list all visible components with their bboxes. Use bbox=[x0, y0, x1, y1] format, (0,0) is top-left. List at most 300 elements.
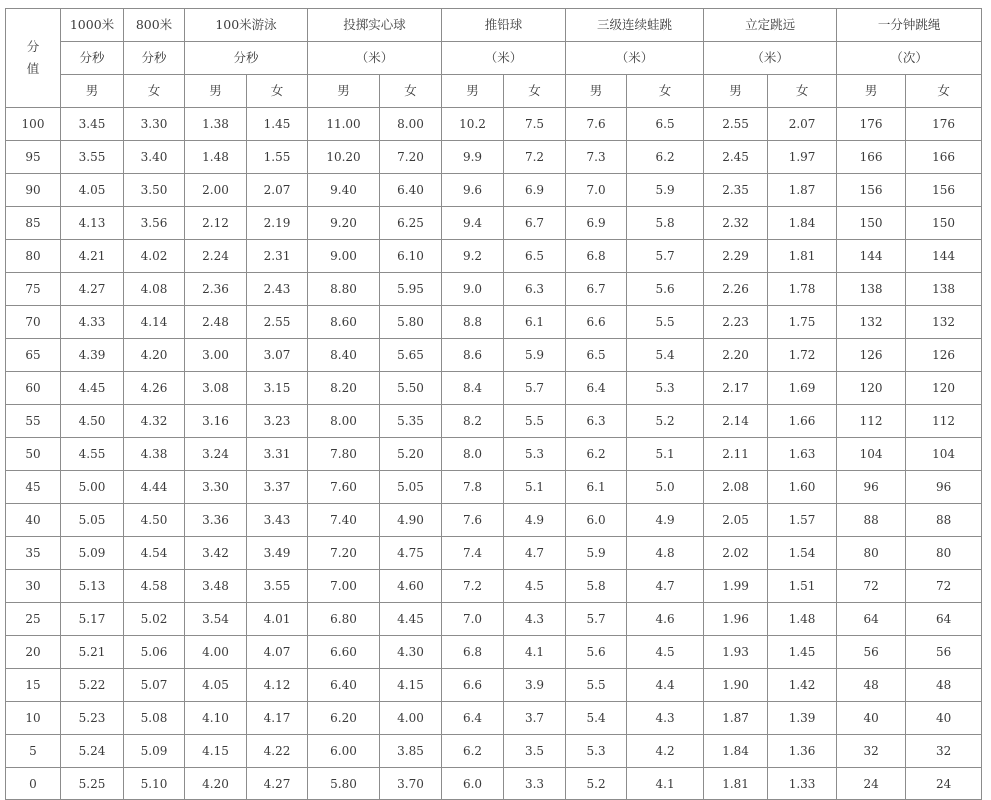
value-cell: 6.8 bbox=[442, 636, 504, 669]
value-cell: 2.08 bbox=[704, 471, 768, 504]
event-header-standing-long-jump: 立定跳远 bbox=[704, 9, 837, 42]
value-cell: 2.55 bbox=[247, 306, 308, 339]
value-cell: 6.5 bbox=[504, 240, 566, 273]
value-cell: 8.0 bbox=[442, 438, 504, 471]
value-cell: 3.5 bbox=[504, 735, 566, 768]
value-cell: 4.02 bbox=[124, 240, 185, 273]
value-cell: 4.90 bbox=[380, 504, 442, 537]
value-cell: 156 bbox=[837, 174, 906, 207]
value-cell: 1.48 bbox=[185, 141, 247, 174]
value-cell: 2.02 bbox=[704, 537, 768, 570]
value-cell: 5.7 bbox=[504, 372, 566, 405]
value-cell: 48 bbox=[906, 669, 982, 702]
score-label-top: 分 bbox=[26, 38, 40, 54]
value-cell: 3.55 bbox=[247, 570, 308, 603]
value-cell: 2.45 bbox=[704, 141, 768, 174]
value-cell: 104 bbox=[837, 438, 906, 471]
value-cell: 6.6 bbox=[566, 306, 627, 339]
gender-header-cell: 女 bbox=[768, 75, 837, 108]
value-cell: 3.36 bbox=[185, 504, 247, 537]
value-cell: 6.40 bbox=[380, 174, 442, 207]
value-cell: 5.3 bbox=[566, 735, 627, 768]
value-cell: 3.48 bbox=[185, 570, 247, 603]
value-cell: 10.20 bbox=[308, 141, 380, 174]
value-cell: 6.4 bbox=[566, 372, 627, 405]
value-cell: 4.33 bbox=[61, 306, 124, 339]
unit-header-medicine-ball: （米） bbox=[308, 42, 442, 75]
value-cell: 2.12 bbox=[185, 207, 247, 240]
value-cell: 1.72 bbox=[768, 339, 837, 372]
value-cell: 1.38 bbox=[185, 108, 247, 141]
value-cell: 72 bbox=[837, 570, 906, 603]
value-cell: 1.54 bbox=[768, 537, 837, 570]
value-cell: 7.0 bbox=[442, 603, 504, 636]
value-cell: 8.6 bbox=[442, 339, 504, 372]
value-cell: 166 bbox=[906, 141, 982, 174]
value-cell: 1.60 bbox=[768, 471, 837, 504]
value-cell: 6.5 bbox=[627, 108, 704, 141]
value-cell: 5.9 bbox=[504, 339, 566, 372]
value-cell: 7.3 bbox=[566, 141, 627, 174]
value-cell: 6.8 bbox=[566, 240, 627, 273]
value-cell: 4.54 bbox=[124, 537, 185, 570]
value-cell: 80 bbox=[837, 537, 906, 570]
value-cell: 5.4 bbox=[627, 339, 704, 372]
value-cell: 2.05 bbox=[704, 504, 768, 537]
value-cell: 6.6 bbox=[442, 669, 504, 702]
value-cell: 1.87 bbox=[704, 702, 768, 735]
value-cell: 4.08 bbox=[124, 273, 185, 306]
value-cell: 3.85 bbox=[380, 735, 442, 768]
score-cell: 10 bbox=[6, 702, 61, 735]
value-cell: 2.26 bbox=[704, 273, 768, 306]
value-cell: 32 bbox=[906, 735, 982, 768]
score-cell: 5 bbox=[6, 735, 61, 768]
value-cell: 5.5 bbox=[504, 405, 566, 438]
value-cell: 1.45 bbox=[247, 108, 308, 141]
value-cell: 48 bbox=[837, 669, 906, 702]
value-cell: 2.07 bbox=[768, 108, 837, 141]
value-cell: 4.58 bbox=[124, 570, 185, 603]
value-cell: 5.9 bbox=[627, 174, 704, 207]
value-cell: 7.5 bbox=[504, 108, 566, 141]
value-cell: 6.5 bbox=[566, 339, 627, 372]
value-cell: 7.6 bbox=[566, 108, 627, 141]
value-cell: 9.0 bbox=[442, 273, 504, 306]
value-cell: 4.8 bbox=[627, 537, 704, 570]
value-cell: 6.80 bbox=[308, 603, 380, 636]
value-cell: 2.23 bbox=[704, 306, 768, 339]
value-cell: 4.15 bbox=[185, 735, 247, 768]
value-cell: 5.80 bbox=[308, 768, 380, 800]
value-cell: 4.05 bbox=[61, 174, 124, 207]
value-cell: 132 bbox=[837, 306, 906, 339]
gender-header-cell: 男 bbox=[837, 75, 906, 108]
value-cell: 2.07 bbox=[247, 174, 308, 207]
value-cell: 2.35 bbox=[704, 174, 768, 207]
value-cell: 3.54 bbox=[185, 603, 247, 636]
value-cell: 3.56 bbox=[124, 207, 185, 240]
value-cell: 5.20 bbox=[380, 438, 442, 471]
value-cell: 4.3 bbox=[504, 603, 566, 636]
score-cell: 90 bbox=[6, 174, 61, 207]
value-cell: 4.05 bbox=[185, 669, 247, 702]
gender-header-cell: 男 bbox=[704, 75, 768, 108]
value-cell: 150 bbox=[837, 207, 906, 240]
event-header-shot-put: 推铅球 bbox=[442, 9, 566, 42]
value-cell: 6.20 bbox=[308, 702, 380, 735]
value-cell: 3.70 bbox=[380, 768, 442, 800]
value-cell: 3.7 bbox=[504, 702, 566, 735]
value-cell: 156 bbox=[906, 174, 982, 207]
gender-header-cell: 男 bbox=[308, 75, 380, 108]
value-cell: 40 bbox=[906, 702, 982, 735]
value-cell: 3.45 bbox=[61, 108, 124, 141]
value-cell: 4.20 bbox=[124, 339, 185, 372]
table-row bbox=[6, 603, 982, 636]
score-cell: 45 bbox=[6, 471, 61, 504]
value-cell: 6.4 bbox=[442, 702, 504, 735]
value-cell: 5.09 bbox=[124, 735, 185, 768]
value-cell: 120 bbox=[906, 372, 982, 405]
value-cell: 6.2 bbox=[627, 141, 704, 174]
value-cell: 4.6 bbox=[627, 603, 704, 636]
score-cell: 85 bbox=[6, 207, 61, 240]
value-cell: 72 bbox=[906, 570, 982, 603]
value-cell: 4.27 bbox=[247, 768, 308, 800]
value-cell: 4.7 bbox=[504, 537, 566, 570]
score-cell: 25 bbox=[6, 603, 61, 636]
value-cell: 3.31 bbox=[247, 438, 308, 471]
value-cell: 9.6 bbox=[442, 174, 504, 207]
unit-header-800m: 分秒 bbox=[124, 42, 185, 75]
value-cell: 4.01 bbox=[247, 603, 308, 636]
score-cell: 55 bbox=[6, 405, 61, 438]
value-cell: 4.44 bbox=[124, 471, 185, 504]
value-cell: 3.30 bbox=[185, 471, 247, 504]
value-cell: 2.24 bbox=[185, 240, 247, 273]
value-cell: 112 bbox=[837, 405, 906, 438]
table-row bbox=[6, 702, 982, 735]
value-cell: 3.55 bbox=[61, 141, 124, 174]
value-cell: 10.2 bbox=[442, 108, 504, 141]
score-table bbox=[5, 8, 982, 800]
value-cell: 56 bbox=[906, 636, 982, 669]
value-cell: 2.00 bbox=[185, 174, 247, 207]
value-cell: 1.75 bbox=[768, 306, 837, 339]
value-cell: 6.9 bbox=[566, 207, 627, 240]
event-header-medicine-ball: 投掷实心球 bbox=[308, 9, 442, 42]
value-cell: 4.45 bbox=[380, 603, 442, 636]
value-cell: 7.8 bbox=[442, 471, 504, 504]
table-row bbox=[6, 570, 982, 603]
value-cell: 4.7 bbox=[627, 570, 704, 603]
value-cell: 8.4 bbox=[442, 372, 504, 405]
value-cell: 96 bbox=[906, 471, 982, 504]
value-cell: 5.65 bbox=[380, 339, 442, 372]
value-cell: 2.20 bbox=[704, 339, 768, 372]
value-cell: 1.39 bbox=[768, 702, 837, 735]
value-cell: 4.10 bbox=[185, 702, 247, 735]
value-cell: 5.35 bbox=[380, 405, 442, 438]
value-cell: 64 bbox=[837, 603, 906, 636]
value-cell: 5.08 bbox=[124, 702, 185, 735]
value-cell: 24 bbox=[906, 768, 982, 800]
table-row bbox=[6, 174, 982, 207]
value-cell: 56 bbox=[837, 636, 906, 669]
score-cell: 20 bbox=[6, 636, 61, 669]
value-cell: 6.1 bbox=[566, 471, 627, 504]
value-cell: 5.09 bbox=[61, 537, 124, 570]
value-cell: 3.08 bbox=[185, 372, 247, 405]
gender-header-cell: 女 bbox=[627, 75, 704, 108]
value-cell: 3.49 bbox=[247, 537, 308, 570]
value-cell: 9.4 bbox=[442, 207, 504, 240]
value-cell: 4.21 bbox=[61, 240, 124, 273]
gender-header-cell: 女 bbox=[247, 75, 308, 108]
gender-header-cell: 男 bbox=[566, 75, 627, 108]
value-cell: 4.60 bbox=[380, 570, 442, 603]
unit-header-rope-skipping: （次） bbox=[837, 42, 982, 75]
value-cell: 4.15 bbox=[380, 669, 442, 702]
value-cell: 8.00 bbox=[308, 405, 380, 438]
value-cell: 3.37 bbox=[247, 471, 308, 504]
header-row-gender bbox=[6, 75, 982, 108]
value-cell: 120 bbox=[837, 372, 906, 405]
value-cell: 7.40 bbox=[308, 504, 380, 537]
value-cell: 1.45 bbox=[768, 636, 837, 669]
value-cell: 5.5 bbox=[566, 669, 627, 702]
gender-header-cell: 男 bbox=[185, 75, 247, 108]
value-cell: 3.50 bbox=[124, 174, 185, 207]
value-cell: 6.3 bbox=[504, 273, 566, 306]
value-cell: 132 bbox=[906, 306, 982, 339]
value-cell: 5.00 bbox=[61, 471, 124, 504]
value-cell: 3.00 bbox=[185, 339, 247, 372]
value-cell: 138 bbox=[906, 273, 982, 306]
value-cell: 3.42 bbox=[185, 537, 247, 570]
event-header-triple-frog-jump: 三级连续蛙跳 bbox=[566, 9, 704, 42]
value-cell: 1.66 bbox=[768, 405, 837, 438]
value-cell: 8.20 bbox=[308, 372, 380, 405]
value-cell: 6.1 bbox=[504, 306, 566, 339]
value-cell: 3.43 bbox=[247, 504, 308, 537]
value-cell: 6.0 bbox=[442, 768, 504, 800]
value-cell: 40 bbox=[837, 702, 906, 735]
value-cell: 4.22 bbox=[247, 735, 308, 768]
score-cell: 100 bbox=[6, 108, 61, 141]
table-row bbox=[6, 372, 982, 405]
value-cell: 6.60 bbox=[308, 636, 380, 669]
score-cell: 60 bbox=[6, 372, 61, 405]
value-cell: 6.40 bbox=[308, 669, 380, 702]
value-cell: 104 bbox=[906, 438, 982, 471]
value-cell: 7.2 bbox=[504, 141, 566, 174]
value-cell: 4.14 bbox=[124, 306, 185, 339]
value-cell: 5.6 bbox=[566, 636, 627, 669]
value-cell: 166 bbox=[837, 141, 906, 174]
table-row bbox=[6, 207, 982, 240]
value-cell: 2.29 bbox=[704, 240, 768, 273]
value-cell: 4.32 bbox=[124, 405, 185, 438]
value-cell: 1.48 bbox=[768, 603, 837, 636]
value-cell: 6.2 bbox=[566, 438, 627, 471]
value-cell: 5.05 bbox=[380, 471, 442, 504]
value-cell: 5.2 bbox=[627, 405, 704, 438]
value-cell: 7.20 bbox=[308, 537, 380, 570]
value-cell: 2.43 bbox=[247, 273, 308, 306]
unit-header-100m-swim: 分秒 bbox=[185, 42, 308, 75]
value-cell: 9.00 bbox=[308, 240, 380, 273]
value-cell: 2.48 bbox=[185, 306, 247, 339]
value-cell: 5.05 bbox=[61, 504, 124, 537]
score-cell: 80 bbox=[6, 240, 61, 273]
value-cell: 1.84 bbox=[768, 207, 837, 240]
value-cell: 9.9 bbox=[442, 141, 504, 174]
score-cell: 75 bbox=[6, 273, 61, 306]
value-cell: 4.1 bbox=[504, 636, 566, 669]
value-cell: 6.00 bbox=[308, 735, 380, 768]
value-cell: 3.07 bbox=[247, 339, 308, 372]
value-cell: 5.8 bbox=[627, 207, 704, 240]
score-column-header bbox=[6, 9, 61, 108]
value-cell: 5.9 bbox=[566, 537, 627, 570]
score-cell: 15 bbox=[6, 669, 61, 702]
value-cell: 5.22 bbox=[61, 669, 124, 702]
value-cell: 3.16 bbox=[185, 405, 247, 438]
value-cell: 5.23 bbox=[61, 702, 124, 735]
value-cell: 2.19 bbox=[247, 207, 308, 240]
value-cell: 4.5 bbox=[504, 570, 566, 603]
table-row bbox=[6, 768, 982, 800]
value-cell: 6.25 bbox=[380, 207, 442, 240]
value-cell: 2.32 bbox=[704, 207, 768, 240]
value-cell: 6.9 bbox=[504, 174, 566, 207]
value-cell: 5.21 bbox=[61, 636, 124, 669]
value-cell: 5.25 bbox=[61, 768, 124, 800]
value-cell: 4.39 bbox=[61, 339, 124, 372]
value-cell: 2.36 bbox=[185, 273, 247, 306]
value-cell: 3.24 bbox=[185, 438, 247, 471]
value-cell: 5.1 bbox=[627, 438, 704, 471]
value-cell: 5.6 bbox=[627, 273, 704, 306]
value-cell: 150 bbox=[906, 207, 982, 240]
value-cell: 4.3 bbox=[627, 702, 704, 735]
value-cell: 1.42 bbox=[768, 669, 837, 702]
value-cell: 1.84 bbox=[704, 735, 768, 768]
value-cell: 4.45 bbox=[61, 372, 124, 405]
value-cell: 6.0 bbox=[566, 504, 627, 537]
value-cell: 4.30 bbox=[380, 636, 442, 669]
value-cell: 3.40 bbox=[124, 141, 185, 174]
value-cell: 1.90 bbox=[704, 669, 768, 702]
value-cell: 4.17 bbox=[247, 702, 308, 735]
value-cell: 9.40 bbox=[308, 174, 380, 207]
value-cell: 5.02 bbox=[124, 603, 185, 636]
value-cell: 5.3 bbox=[627, 372, 704, 405]
value-cell: 5.06 bbox=[124, 636, 185, 669]
value-cell: 3.30 bbox=[124, 108, 185, 141]
event-header-800m: 800米 bbox=[124, 9, 185, 42]
table-row bbox=[6, 141, 982, 174]
value-cell: 5.4 bbox=[566, 702, 627, 735]
value-cell: 4.9 bbox=[627, 504, 704, 537]
value-cell: 144 bbox=[837, 240, 906, 273]
table-row bbox=[6, 636, 982, 669]
value-cell: 4.75 bbox=[380, 537, 442, 570]
value-cell: 5.24 bbox=[61, 735, 124, 768]
value-cell: 24 bbox=[837, 768, 906, 800]
value-cell: 4.2 bbox=[627, 735, 704, 768]
header-row-units bbox=[6, 42, 982, 75]
value-cell: 4.50 bbox=[61, 405, 124, 438]
value-cell: 5.8 bbox=[566, 570, 627, 603]
value-cell: 4.38 bbox=[124, 438, 185, 471]
unit-header-standing-long-jump: （米） bbox=[704, 42, 837, 75]
value-cell: 176 bbox=[837, 108, 906, 141]
value-cell: 112 bbox=[906, 405, 982, 438]
value-cell: 1.78 bbox=[768, 273, 837, 306]
value-cell: 8.00 bbox=[380, 108, 442, 141]
score-cell: 70 bbox=[6, 306, 61, 339]
event-header-1000m: 1000米 bbox=[61, 9, 124, 42]
value-cell: 176 bbox=[906, 108, 982, 141]
unit-header-triple-frog-jump: （米） bbox=[566, 42, 704, 75]
value-cell: 4.1 bbox=[627, 768, 704, 800]
value-cell: 5.10 bbox=[124, 768, 185, 800]
value-cell: 7.4 bbox=[442, 537, 504, 570]
header-row-events bbox=[6, 9, 982, 42]
table-row bbox=[6, 405, 982, 438]
table-row bbox=[6, 504, 982, 537]
value-cell: 1.96 bbox=[704, 603, 768, 636]
value-cell: 5.80 bbox=[380, 306, 442, 339]
value-cell: 3.9 bbox=[504, 669, 566, 702]
value-cell: 9.2 bbox=[442, 240, 504, 273]
value-cell: 4.55 bbox=[61, 438, 124, 471]
score-cell: 95 bbox=[6, 141, 61, 174]
value-cell: 5.7 bbox=[566, 603, 627, 636]
table-row bbox=[6, 735, 982, 768]
value-cell: 5.17 bbox=[61, 603, 124, 636]
value-cell: 1.36 bbox=[768, 735, 837, 768]
table-row bbox=[6, 273, 982, 306]
value-cell: 5.5 bbox=[627, 306, 704, 339]
value-cell: 2.31 bbox=[247, 240, 308, 273]
value-cell: 6.3 bbox=[566, 405, 627, 438]
value-cell: 8.8 bbox=[442, 306, 504, 339]
score-cell: 40 bbox=[6, 504, 61, 537]
value-cell: 4.20 bbox=[185, 768, 247, 800]
value-cell: 2.14 bbox=[704, 405, 768, 438]
value-cell: 4.27 bbox=[61, 273, 124, 306]
value-cell: 7.20 bbox=[380, 141, 442, 174]
value-cell: 32 bbox=[837, 735, 906, 768]
value-cell: 1.93 bbox=[704, 636, 768, 669]
value-cell: 4.5 bbox=[627, 636, 704, 669]
value-cell: 1.33 bbox=[768, 768, 837, 800]
gender-header-cell: 男 bbox=[61, 75, 124, 108]
value-cell: 88 bbox=[837, 504, 906, 537]
value-cell: 6.2 bbox=[442, 735, 504, 768]
value-cell: 11.00 bbox=[308, 108, 380, 141]
unit-header-shot-put: （米） bbox=[442, 42, 566, 75]
value-cell: 5.1 bbox=[504, 471, 566, 504]
value-cell: 1.55 bbox=[247, 141, 308, 174]
value-cell: 80 bbox=[906, 537, 982, 570]
value-cell: 7.00 bbox=[308, 570, 380, 603]
value-cell: 1.87 bbox=[768, 174, 837, 207]
